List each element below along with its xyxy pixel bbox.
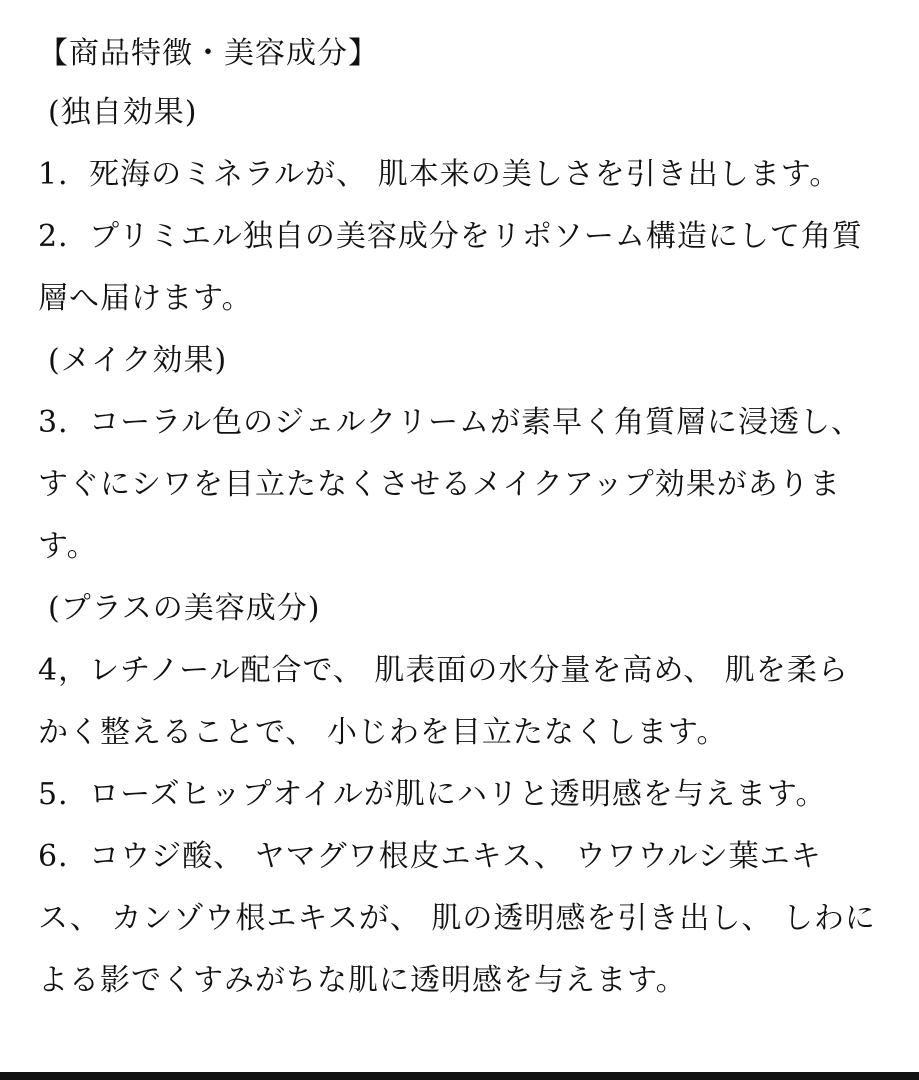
- text-line: 2．プリミエル独自の美容成分をリポソーム構造にして角質: [38, 219, 863, 254]
- text-line: ス、 カンゾウ根エキスが、 肌の透明感を引き出し、 しわに: [38, 901, 876, 936]
- text-line: かく整えることで、 小じわを目立たなくします。: [38, 715, 728, 750]
- text-line: 層へ届けます。: [38, 281, 253, 316]
- text-line: す。: [38, 529, 98, 564]
- section-heading-plus-ingredients: (プラスの美容成分): [48, 591, 321, 626]
- text-line: 6．コウジ酸、 ヤマグワ根皮エキス、 ウワウルシ葉エキ: [38, 839, 822, 874]
- text-line: よる影でくすみがちな肌に透明感を与えます。: [38, 963, 687, 998]
- section-heading-own-effect: (独自効果): [48, 95, 198, 130]
- bottom-border-bar: [0, 1072, 919, 1080]
- text-line: 1．死海のミネラルが、 肌本来の美しさを引き出します。: [38, 157, 841, 192]
- text-line: 4，レチノール配合で、 肌表面の水分量を高め、 肌を柔ら: [38, 653, 849, 688]
- section-heading-makeup-effect: (メイク効果): [48, 343, 228, 378]
- text-line: すぐにシワを目立たなくさせるメイクアップ効果がありま: [38, 467, 841, 502]
- document-title: 【商品特徴・美容成分】: [38, 36, 379, 71]
- text-line: 5．ローズヒップオイルが肌にハリと透明感を与えます。: [38, 777, 827, 812]
- text-line: 3．コーラル色のジェルクリームが素早く角質層に浸透し、: [38, 405, 862, 440]
